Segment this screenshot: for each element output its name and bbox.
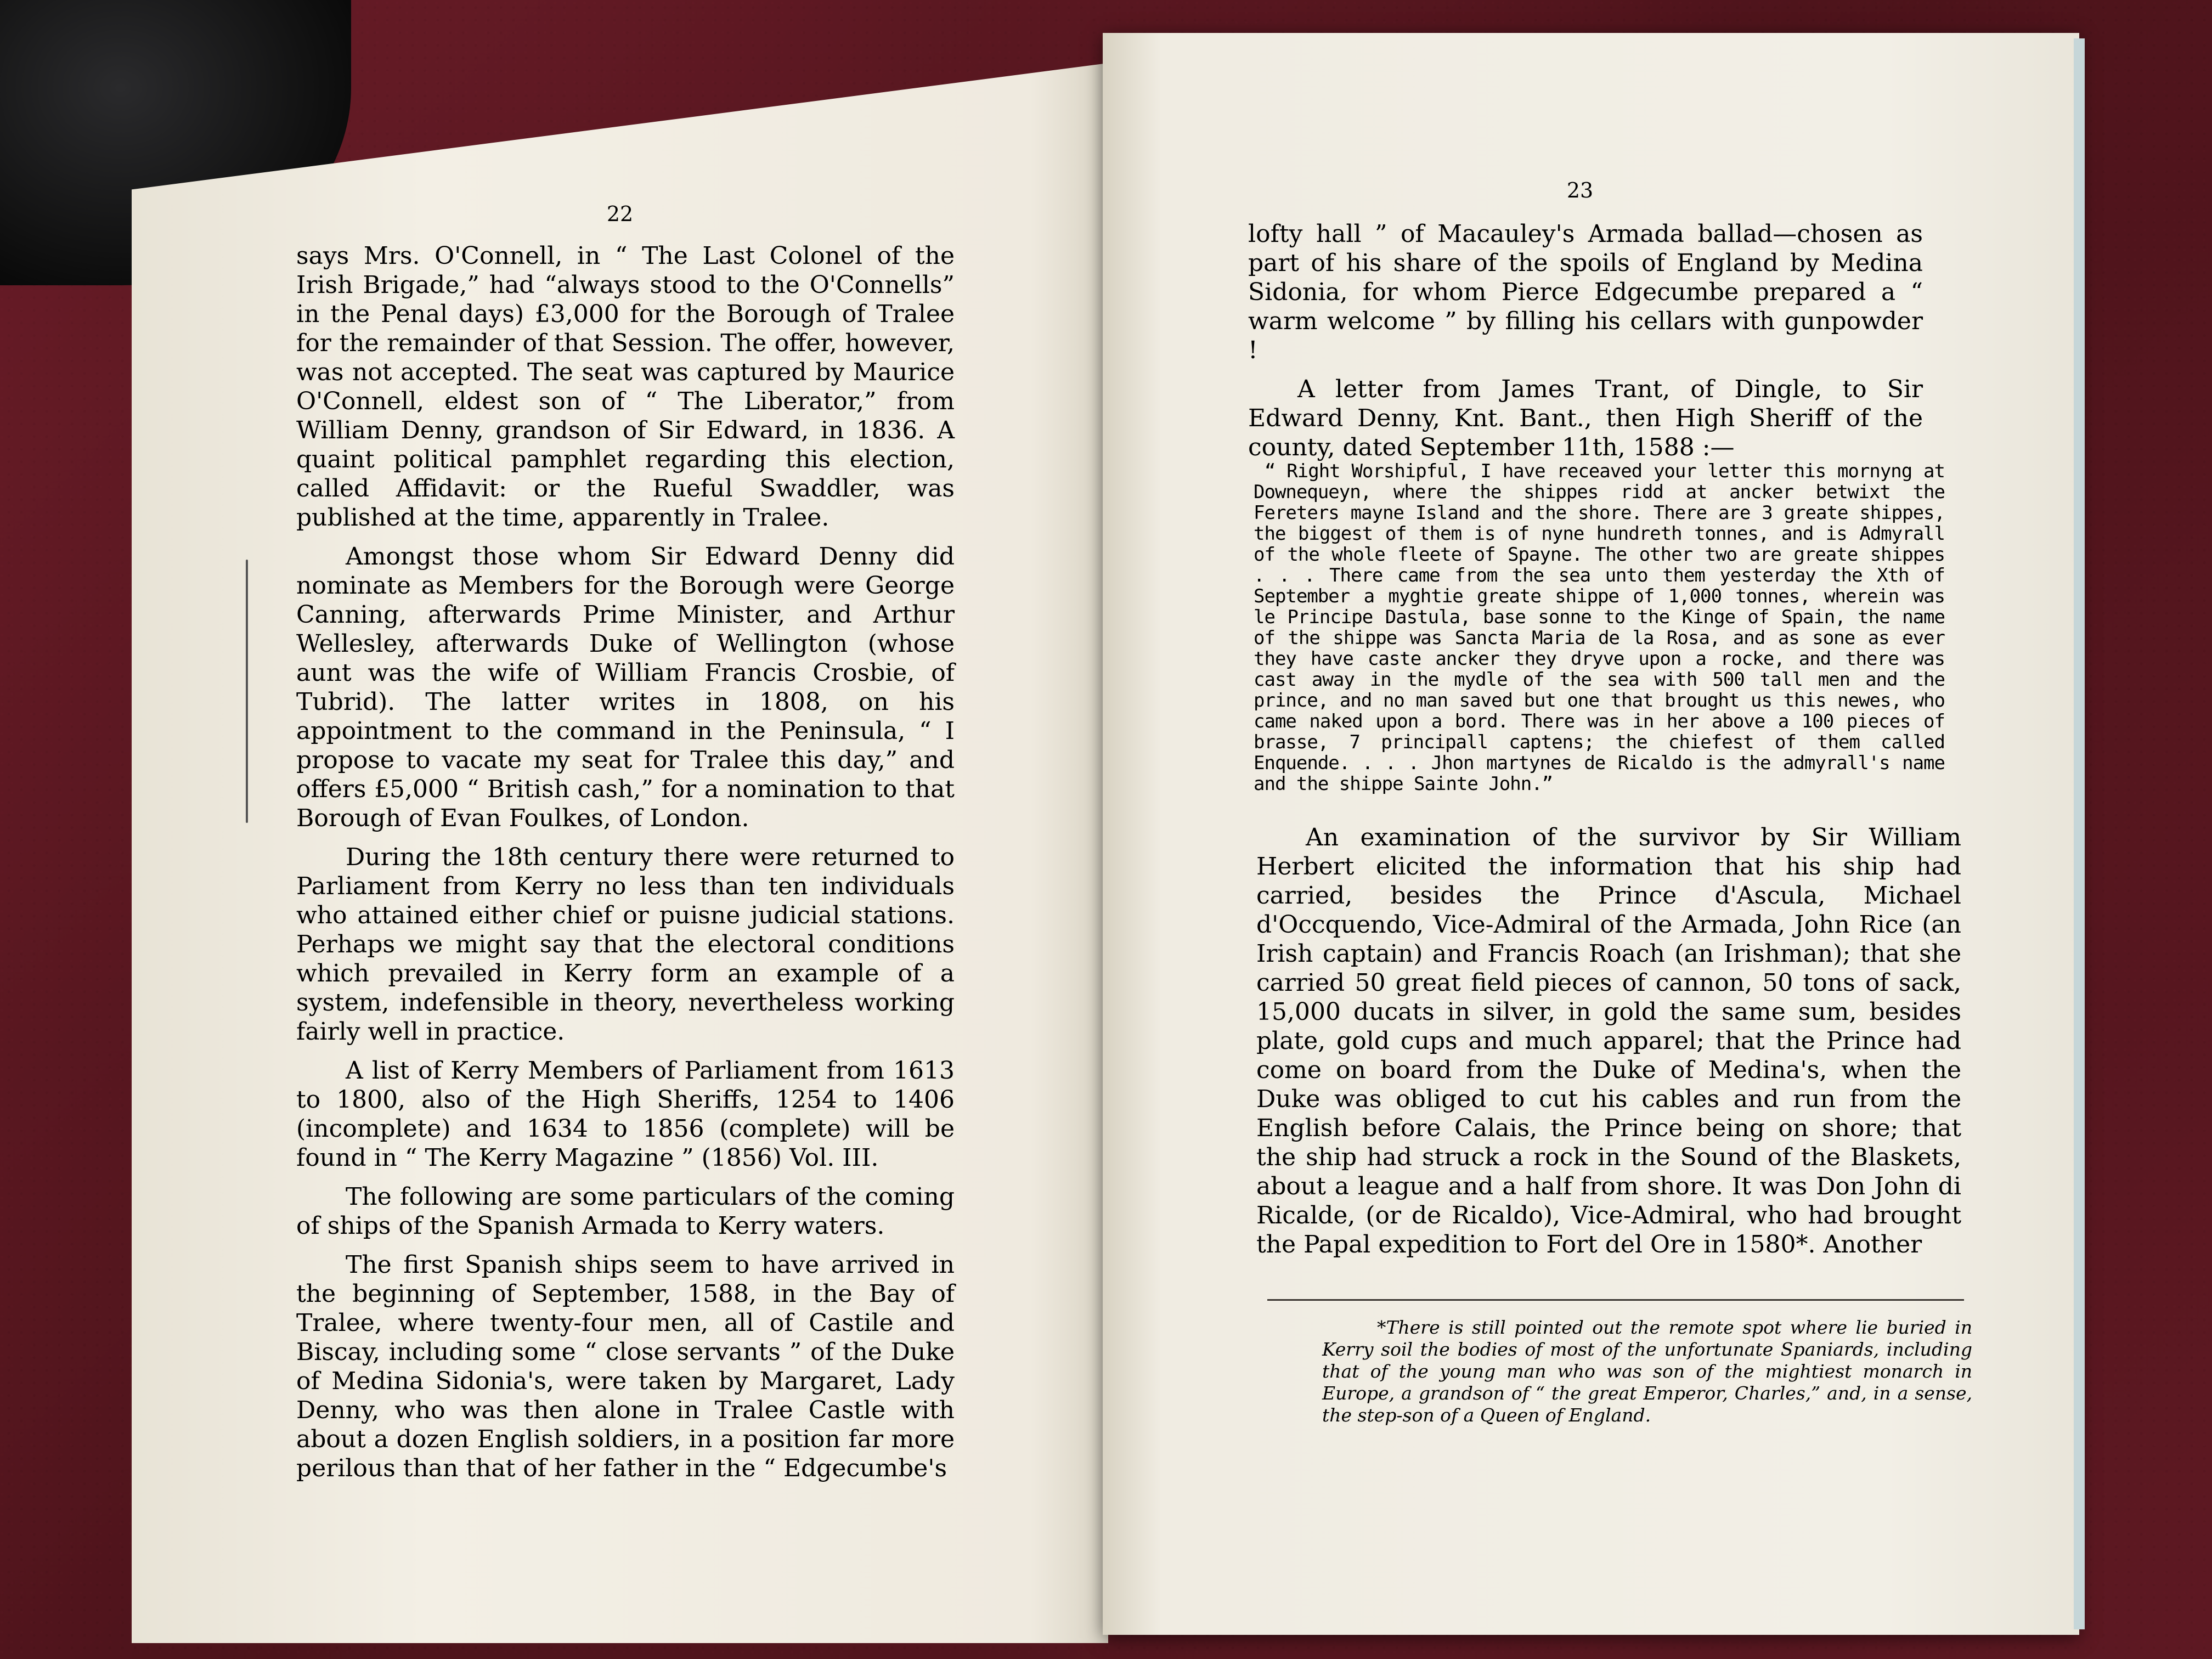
page-number-left: 22 — [606, 202, 634, 226]
quoted-letter — [1254, 461, 1945, 794]
paragraph: An examination of the survivor by Sir William Herbert elicited the information that his ship had carried, besides the Prince d'Ascula, Michael d'Occquendo, Vice-Admiral of the Armada, John Rice (an Irish captain) and Francis Roach (an Irishman); that she carried 50 great field pieces of cannon, 50 tons of sack, 15,000 ducats in silver, in gold the same sum, besides plate, gold cups and much apparel; that the Prince had come on board from the Duke of Medina's, when the Duke was obliged to cut his cables and run from the English before Calais, the Prince being on shore; that the ship had struck a rock in the Sound of the Blaskets, about a league and a half from shore. It was Don John di Ricalde, (or de Ricaldo), Vice-Admiral, who had brought the Papal expedition to Fort del Ore in 1580*. Another — [1256, 823, 1961, 1259]
page-number-right: 23 — [1566, 178, 1594, 202]
footnote-rule — [1267, 1299, 1964, 1301]
paragraph: The first Spanish ships seem to have arrived in the beginning of September, 1588, in the Bay of Tralee, where twenty-four men, all of Castile and Biscay, including some “ close servants ” of the Duke of Medina Sidonia's, were taken by Margaret, Lady Denny, who was then alone in Tralee Castle with about a dozen English soldiers, in a position far more perilous than that of her father in the “ Edgecumbe's — [296, 1251, 955, 1482]
paragraph: lofty hall ” of Macauley's Armada ballad—chosen as part of his share of the spoils of England by Medina Sidonia, for whom Pierce Edgecumbe prepared a “ warm welcome ” by filling his cellars with gunpowder ! — [1248, 220, 1923, 364]
paragraph: A letter from James Trant, of Dingle, to Sir Edward Denny, Knt. Bant., then High Sheriff of the county, dated September 11th, 1588 :— — [1248, 375, 1923, 461]
paragraph: says Mrs. O'Connell, in “ The Last Colonel of the Irish Brigade,” had “always stood to the O'Connells” in the Penal days) £3,000 for the Borough of Tralee for the remainder of that Session. The offer, however, was not accepted. The seat was captured by Maurice O'Connell, eldest son of “ The Liberator,” from William Denny, grandson of Sir Edward, in 1836. A quaint political pamphlet regarding this election, called Affidavit: or the Rueful Swaddler, was published at the time, apparently in Tralee. — [296, 242, 955, 532]
footnote-text: *There is still pointed out the remote spot where lie buried in Kerry soil the bodies of most of the unfortunate Spaniards, including that of the young man who was son of the mightiest monarch in Europe, a grandson of “ the great Emperor, Charles,” and, in a sense, the step-son of a Queen of England. — [1322, 1317, 1972, 1426]
paragraph: During the 18th century there were returned to Parliament from Kerry no less than ten individuals who attained either chief or puisne judicial stations. Perhaps we might say that the electoral conditions which prevailed in Kerry form an example of a system, indefensible in theory, nevertheless working fairly well in practice. — [296, 843, 955, 1046]
quote-text: “ Right Worshipful, I have receaved your letter this mornyng at Downequeyn, where the shippes ridd at ancker betwixt the Fereters mayne Island and the shore. There are 3 greate shippes, the biggest of them is of nyne hundreth tonnes, and is Admyrall of the whole fleete of Spayne. The other two are greate shippes . . . There came from the sea unto them yesterday the Xth of September a myghtie greate shippe of 1,000 tonnes, wherein was le Principe Dastula, base sonne to the Kinge of Spain, the name of the shippe was Sancta Maria de la Rosa, and as sone as ever they have caste ancker they dryve upon a rocke, and there was cast away in the mydle of the sea with 500 tall men and the prince, and no man saved but one that brought us this newes, who came naked upon a bord. There was in her above a 100 pieces of brasse, 7 principall captens; the chiefest of them called Enquende. . . . Jhon martynes de Ricaldo is the admyrall's name and the shippe Sainte John.” — [1254, 460, 1945, 795]
footnote — [1322, 1317, 1972, 1426]
right-column-top — [1248, 219, 1923, 472]
paragraph: A list of Kerry Members of Parliament from 1613 to 1800, also of the High Sheriffs, 1254 to 1406 (incomplete) and 1634 to 1856 (complete) will be found in “ The Kerry Magazine ” (1856) Vol. III. — [296, 1057, 955, 1172]
left-column — [296, 241, 955, 1493]
pencil-mark — [246, 560, 248, 823]
paragraph: Amongst those whom Sir Edward Denny did nominate as Members for the Borough were George Canning, afterwards Prime Minister, and Arthur Wellesley, afterwards Duke of Wellington (whose aunt was the wife of William Francis Crosbie, of Tubrid). The latter writes in 1808, on his appointment to the command in the Peninsula, “ I propose to vacate my seat for Tralee this day,” and offers £5,000 “ British cash,” for a nomination to that Borough of Evan Foulkes, of London. — [296, 543, 955, 832]
page-edges — [2074, 38, 2085, 1629]
right-column-bottom — [1256, 823, 1961, 1269]
paragraph: The following are some particulars of the coming of ships of the Spanish Armada to Kerry waters. — [296, 1183, 955, 1240]
